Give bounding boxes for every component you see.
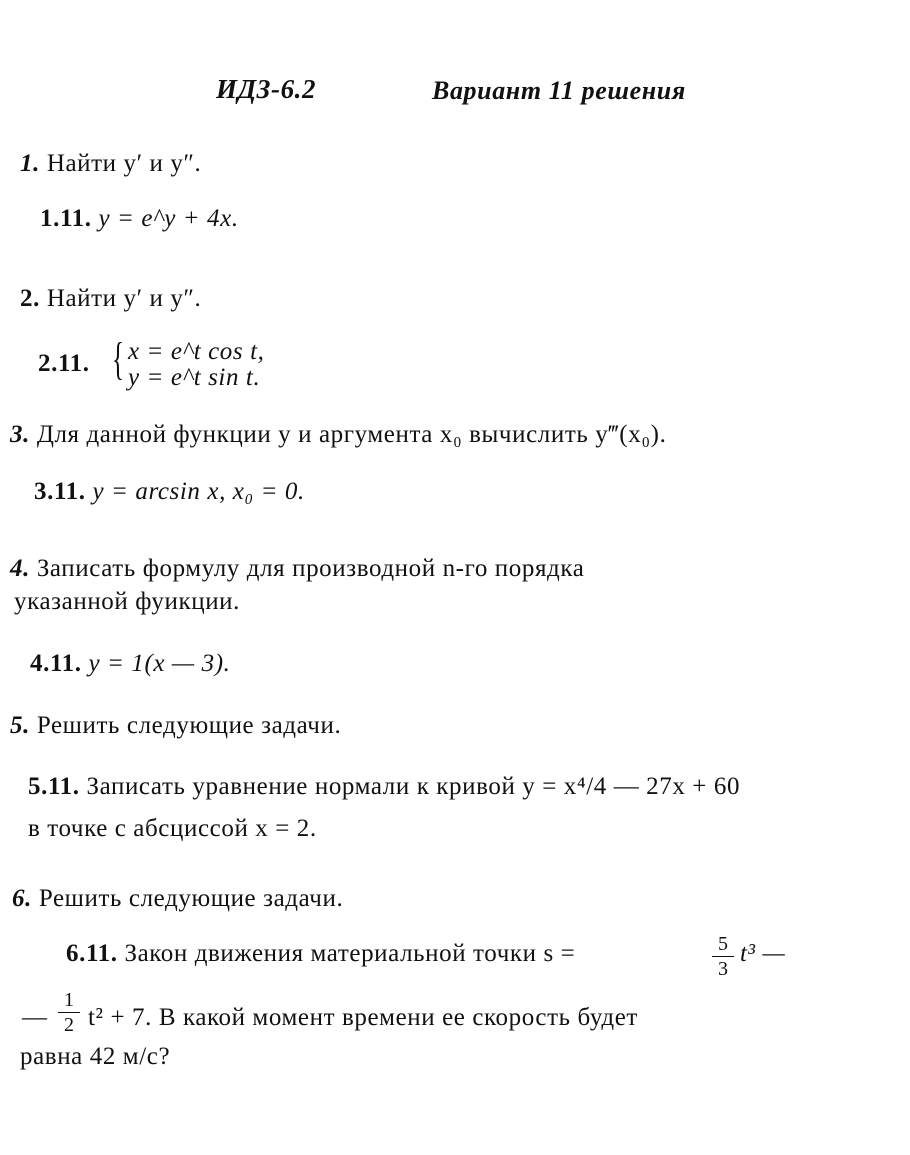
task-1-heading [20, 150, 201, 178]
task-6-11-line1 [66, 940, 575, 968]
task-3-11 [34, 478, 305, 506]
task-2-11-line2: y = e^t sin t. [128, 364, 261, 391]
fraction-1-2-numerator: 1 [64, 989, 74, 1011]
task-4-number: 4. [10, 555, 30, 582]
task-6-11-number: 6.11. [66, 940, 118, 967]
task-3-text: Для данной функции y и аргумента x₀ вычислить y‴(x₀). [36, 421, 667, 448]
fraction-1-2 [58, 990, 80, 1035]
task-4-11 [30, 650, 230, 678]
task-5-number: 5. [10, 712, 30, 739]
task-1-text: Найти y′ и y″. [46, 150, 202, 177]
task-3-number: 3. [10, 421, 30, 448]
task-6-heading [12, 885, 343, 913]
task-5-heading [10, 712, 341, 740]
task-3-heading [10, 421, 666, 449]
task-2-heading [20, 285, 201, 313]
task-3-11-formula: y = arcsin x, x₀ = 0. [92, 478, 305, 505]
task-5-text: Решить следующие задачи. [36, 712, 342, 739]
task-2-number: 2. [20, 285, 40, 312]
task-4-11-number: 4.11. [30, 650, 82, 677]
task-6-text: Решить следующие задачи. [38, 885, 344, 912]
variant-label: Вариант 11 решения [432, 76, 686, 105]
task-6-11-line2: t² + 7. В какой момент времени ее скорость будет [88, 1004, 638, 1031]
task-6-11-line2-start: — [22, 1004, 48, 1031]
fraction-5-3 [712, 934, 734, 979]
doc-title: ИДЗ-6.2 [216, 74, 317, 104]
system-brace: { [112, 333, 125, 384]
task-2-text: Найти y′ и y″. [46, 285, 202, 312]
task-5-11-number: 5.11. [28, 773, 80, 800]
fraction-5-3-denominator: 3 [718, 958, 728, 980]
task-2-11-number: 2.11. [38, 350, 90, 377]
task-5-11-text: Записать уравнение нормали к кривой y = x⁴/4 — 27x + 60 [86, 773, 741, 800]
task-3-11-number: 3.11. [34, 478, 86, 505]
task-5-11-line2: в точке с абсциссой x = 2. [28, 815, 317, 842]
task-6-11-line1-end: t³ — [740, 940, 786, 967]
task-6-number: 6. [12, 885, 32, 912]
task-2-11-line1: x = e^t cos t, [128, 338, 265, 365]
task-5-11-line1 [28, 773, 740, 801]
task-1-11-number: 1.11. [40, 205, 92, 232]
task-4-text: Записать формулу для производной n-го порядка [36, 555, 585, 582]
task-1-number: 1. [20, 150, 40, 177]
task-4-heading-line1 [10, 555, 584, 583]
task-6-11-line3: равна 42 м/с? [20, 1043, 171, 1070]
task-4-heading-line2: указанной фуикции. [14, 588, 241, 615]
task-6-11-text: Закон движения материальной точки s = [124, 940, 576, 967]
task-1-11-formula: y = e^y + 4x. [98, 205, 239, 232]
fraction-5-3-numerator: 5 [718, 933, 728, 955]
task-1-11 [40, 205, 239, 233]
task-4-11-formula: y = 1(x — 3). [88, 650, 231, 677]
fraction-1-2-denominator: 2 [64, 1014, 74, 1036]
